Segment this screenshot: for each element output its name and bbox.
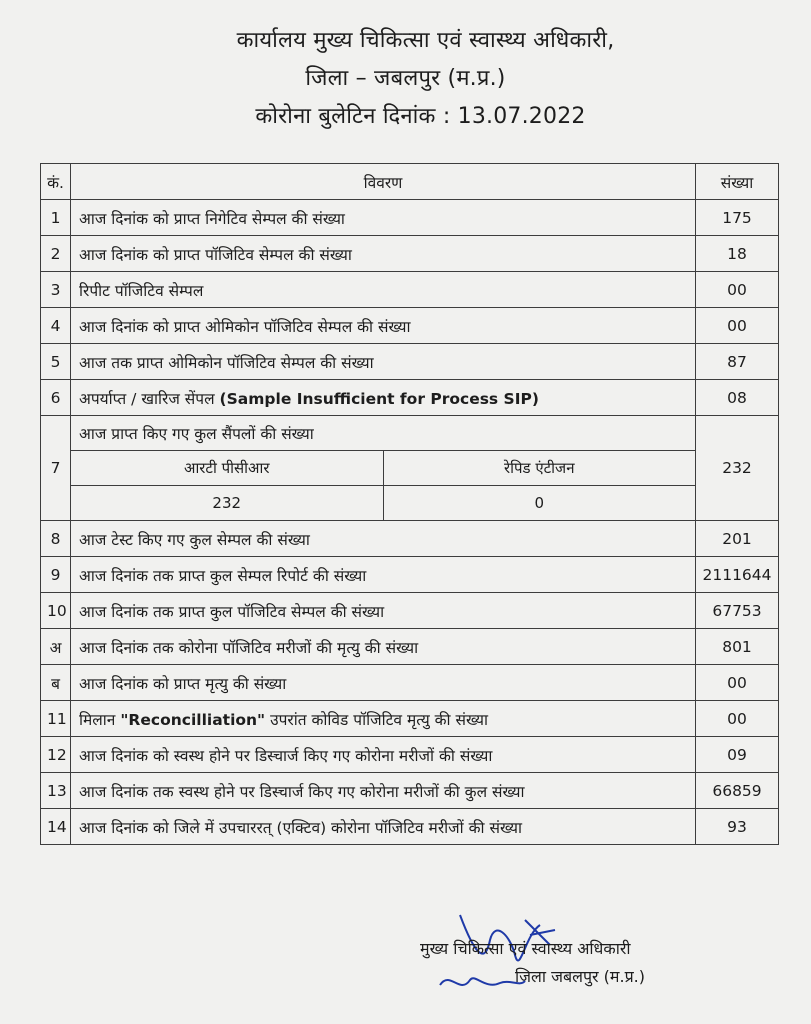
row-value: 00: [696, 701, 779, 737]
row-value: 09: [696, 737, 779, 773]
row-value: 2111644: [696, 557, 779, 593]
row-serial: 11: [41, 701, 71, 737]
table-row: [41, 200, 779, 236]
row-description: आज दिनांक को जिले में उपचाररत् (एक्टिव) कोरोना पॉजिटिव मरीजों की संख्या: [71, 809, 696, 845]
table-row: [41, 557, 779, 593]
table-row-total-samples: [41, 416, 779, 451]
header-serial: कं.: [41, 164, 71, 200]
row-description: आज दिनांक तक प्राप्त कुल पॉजिटिव सेम्पल की संख्या: [71, 593, 696, 629]
table-header-row: [41, 164, 779, 200]
row-serial: 3: [41, 272, 71, 308]
row-description: आज दिनांक तक प्राप्त कुल सेम्पल रिपोर्ट की संख्या: [71, 557, 696, 593]
row-value: 201: [696, 521, 779, 557]
row-serial: 7: [41, 416, 71, 521]
table-row: [41, 308, 779, 344]
row-serial: 6: [41, 380, 71, 416]
row-value: 66859: [696, 773, 779, 809]
row-description: आज तक प्राप्त ओमिकोन पॉजिटिव सेम्पल की संख्या: [71, 344, 696, 380]
row-serial: 14: [41, 809, 71, 845]
rapid-antigen-value: 0: [383, 486, 695, 521]
table-row: [41, 236, 779, 272]
row-description-english: "Reconcilliation": [120, 710, 266, 729]
table-row: [41, 272, 779, 308]
row-serial: 2: [41, 236, 71, 272]
row-description-hindi: अपर्याप्त / खारिज सेंपल: [79, 389, 215, 408]
row-value: 87: [696, 344, 779, 380]
table-row-sample-split: [41, 450, 779, 521]
table-row: [41, 809, 779, 845]
header-count: संख्या: [696, 164, 779, 200]
row-description: आज दिनांक तक कोरोना पॉजिटिव मरीजों की मृत्यु की संख्या: [71, 629, 696, 665]
row-serial: 5: [41, 344, 71, 380]
row-value: 00: [696, 272, 779, 308]
row-serial: 12: [41, 737, 71, 773]
row-serial: 9: [41, 557, 71, 593]
table-row: [41, 701, 779, 737]
rtpcr-value: 232: [71, 486, 383, 521]
rtpcr-header: आरटी पीसीआर: [71, 451, 383, 486]
table-row: [41, 737, 779, 773]
signatory-designation: मुख्य चिकित्सा एवं स्वास्थ्य अधिकारी: [420, 939, 631, 958]
row-value: 175: [696, 200, 779, 236]
row-description: रिपीट पॉजिटिव सेम्पल: [71, 272, 696, 308]
row-serial: ब: [41, 665, 71, 701]
row-description: आज प्राप्त किए गए कुल सैंपलों की संख्या: [71, 416, 696, 451]
row-description: आज दिनांक को प्राप्त पॉजिटिव सेम्पल की संख्या: [71, 236, 696, 272]
table-row: [41, 629, 779, 665]
row-description: [71, 380, 696, 416]
row-description: [71, 701, 696, 737]
signatory-district: जिला जबलपुर (म.प्र.): [515, 967, 645, 986]
row-value: 232: [696, 416, 779, 521]
row-description-post: उपरांत कोविड पॉजिटिव मृत्यु की संख्या: [270, 710, 489, 729]
signature-block: [420, 935, 645, 991]
row-value: 93: [696, 809, 779, 845]
row-value: 801: [696, 629, 779, 665]
table-row: [41, 665, 779, 701]
table-row: [41, 521, 779, 557]
row-serial: 8: [41, 521, 71, 557]
bulletin-table: [40, 163, 779, 845]
document-header: [0, 22, 811, 136]
row-value: 18: [696, 236, 779, 272]
row-value: 08: [696, 380, 779, 416]
table-row: [41, 593, 779, 629]
row-value: 67753: [696, 593, 779, 629]
row-serial: 4: [41, 308, 71, 344]
office-title: कार्यालय मुख्य चिकित्सा एवं स्वास्थ्य अधिकारी,: [236, 28, 615, 53]
row-serial: 10: [41, 593, 71, 629]
row-serial: अ: [41, 629, 71, 665]
row-value: 00: [696, 665, 779, 701]
row-serial: 1: [41, 200, 71, 236]
row-value: 00: [696, 308, 779, 344]
row-description-english: (Sample Insufficient for Process SIP): [219, 389, 539, 408]
row-description: आज दिनांक को स्वस्थ होने पर डिस्चार्ज किए गए कोरोना मरीजों की संख्या: [71, 737, 696, 773]
rapid-antigen-header: रेपिड एंटीजन: [383, 451, 695, 486]
table-row: [41, 380, 779, 416]
row-description: आज दिनांक को प्राप्त ओमिकोन पॉजिटिव सेम्पल की संख्या: [71, 308, 696, 344]
row-description: आज दिनांक तक स्वस्थ होने पर डिस्चार्ज किए गए कोरोना मरीजों की कुल संख्या: [71, 773, 696, 809]
row-serial: 13: [41, 773, 71, 809]
table-row: [41, 344, 779, 380]
row-description-pre: मिलान: [79, 710, 116, 729]
row-description: आज टेस्ट किए गए कुल सेम्पल की संख्या: [71, 521, 696, 557]
sample-split-table: [71, 450, 695, 520]
row-description: आज दिनांक को प्राप्त निगेटिव सेम्पल की संख्या: [71, 200, 696, 236]
row-description: आज दिनांक को प्राप्त मृत्यु की संख्या: [71, 665, 696, 701]
table-row: [41, 773, 779, 809]
header-description: विवरण: [71, 164, 696, 200]
sample-split-cell: [71, 450, 696, 521]
bulletin-date-title: कोरोना बुलेटिन दिनांक : 13.07.2022: [255, 104, 586, 129]
district-title: जिला – जबलपुर (म.प्र.): [305, 66, 506, 91]
